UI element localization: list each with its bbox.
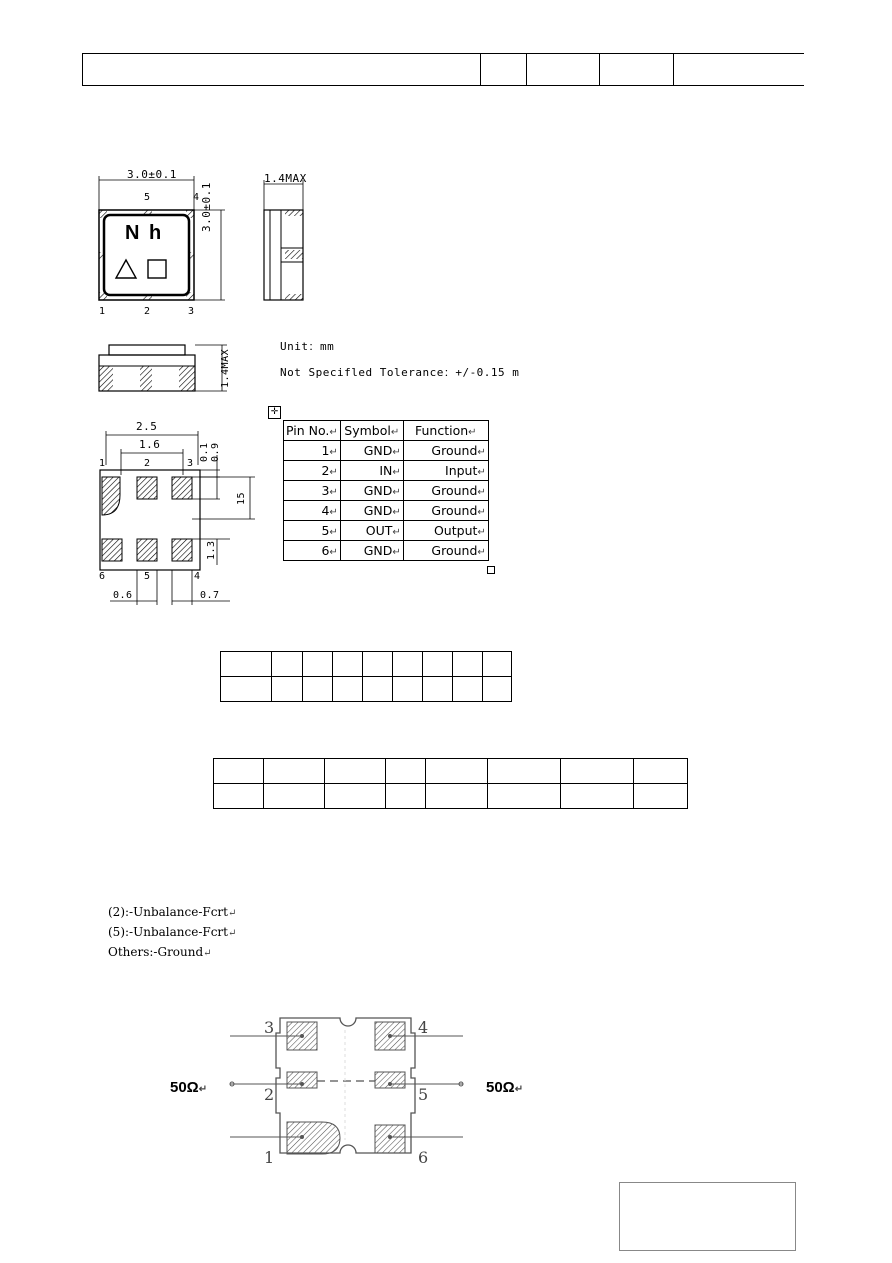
pin-symbol: GND: [363, 543, 393, 558]
table-row: 6↵ GND↵ Ground↵: [284, 541, 489, 561]
top-height-dim: 3.0±0.1: [200, 182, 213, 232]
pin-function: Ground: [431, 503, 478, 518]
pin-number: 5: [321, 523, 330, 538]
header-function: Function: [415, 423, 469, 438]
empty-table-2: [213, 758, 688, 809]
circuit-diagram: [225, 1010, 470, 1165]
top-width-dim: 3.0±0.1: [127, 168, 177, 181]
header-pin-no: Pin No.: [286, 423, 330, 438]
move-handle-icon[interactable]: ✛: [268, 406, 281, 419]
right-impedance-value: 50Ω: [486, 1079, 515, 1096]
left-impedance-value: 50Ω: [170, 1079, 199, 1096]
table-row: 1↵ GND↵ Ground↵: [284, 441, 489, 461]
right-impedance-label: 50Ω↵: [486, 1079, 524, 1096]
circuit-pin-2: 2: [264, 1085, 275, 1104]
pin-symbol: GND: [363, 443, 393, 458]
circuit-pin-1: 1: [264, 1148, 275, 1167]
circuit-pin-5: 5: [418, 1085, 429, 1104]
pad-label-2: 2: [144, 458, 151, 469]
note-text-3: Others:-Ground: [108, 945, 204, 959]
pin-label-3: 3: [188, 306, 195, 317]
dim-15: 15: [236, 491, 247, 505]
pin-label-5: 5: [144, 192, 151, 203]
circuit-pin-3: 3: [264, 1018, 275, 1037]
note-line-2: (5):-Unbalance-Fcrt↵: [108, 925, 237, 939]
side-view-drawing: [255, 170, 315, 310]
pin-number: 3: [321, 483, 330, 498]
pin-number: 2: [321, 463, 330, 478]
unit-label: Unit：mm: [280, 340, 335, 353]
dim-2-5: 2.5: [136, 420, 158, 433]
pin-function: Input: [445, 463, 478, 478]
pin-symbol: IN: [379, 463, 393, 478]
table-resize-handle[interactable]: [487, 566, 495, 574]
pin-label-2: 2: [144, 306, 151, 317]
marking-text: N h: [125, 222, 164, 244]
pin-label-4: 4: [193, 192, 200, 203]
pin-function: Output: [433, 523, 478, 538]
stamp-box: [619, 1182, 796, 1251]
dim-0-7: 0.7: [200, 590, 220, 601]
pin-table-header: Pin No.↵ Symbol↵ Function↵: [284, 421, 489, 441]
circuit-pin-4: 4: [418, 1018, 429, 1037]
pin-function: Ground: [431, 443, 478, 458]
pin-number: 4: [321, 503, 330, 518]
side-height-dim: 1.4MAX: [264, 172, 307, 185]
pad-label-3: 3: [187, 458, 194, 469]
pad-label-5: 5: [144, 571, 151, 582]
table-row: 3↵ GND↵ Ground↵: [284, 481, 489, 501]
pin-symbol: GND: [363, 483, 393, 498]
table-row: 2↵ IN↵ Input↵: [284, 461, 489, 481]
header-divider: [480, 54, 481, 85]
top-view-drawing: [90, 160, 250, 320]
pin-label-1: 1: [99, 306, 106, 317]
dim-0-1: 0.1: [199, 442, 210, 462]
dim-1-3: 1.3: [206, 540, 217, 560]
header-divider: [599, 54, 600, 85]
header-divider: [673, 54, 674, 85]
note-text-2: (5):-Unbalance-Fcrt: [108, 925, 228, 939]
left-impedance-label: 50Ω↵: [170, 1079, 208, 1096]
dim-0-9: 0.9: [210, 442, 221, 462]
header-table: [82, 53, 804, 86]
circuit-pin-6: 6: [418, 1148, 429, 1167]
pin-table: [283, 420, 489, 561]
header-divider: [526, 54, 527, 85]
note-line-1: (2):-Unbalance-Fcrt↵: [108, 905, 237, 919]
pad-label-1: 1: [99, 458, 106, 469]
empty-table-1: [220, 651, 512, 702]
dim-0-6: 0.6: [113, 590, 133, 601]
note-line-3: Others:-Ground↵: [108, 945, 212, 959]
tolerance-label: Not Specifled Tolerance：+/-0.15 m: [280, 366, 520, 379]
table-row: 5↵ OUT↵ Output↵: [284, 521, 489, 541]
pin-function: Ground: [431, 543, 478, 558]
bottom-view-drawing: [90, 415, 260, 610]
pad-label-4: 4: [194, 571, 201, 582]
pad-label-6: 6: [99, 571, 106, 582]
pin-symbol: OUT: [365, 523, 393, 538]
table-row: 4↵ GND↵ Ground↵: [284, 501, 489, 521]
pin-symbol: GND: [363, 503, 393, 518]
dim-1-6: 1.6: [139, 438, 161, 451]
pin-function: Ground: [431, 483, 478, 498]
header-divider: [82, 54, 83, 85]
pin-number: 6: [321, 543, 330, 558]
pin-number: 1: [321, 443, 330, 458]
note-text-1: (2):-Unbalance-Fcrt: [108, 905, 228, 919]
front-height-dim: 1.4MAX: [220, 348, 231, 388]
header-symbol: Symbol: [344, 423, 391, 438]
